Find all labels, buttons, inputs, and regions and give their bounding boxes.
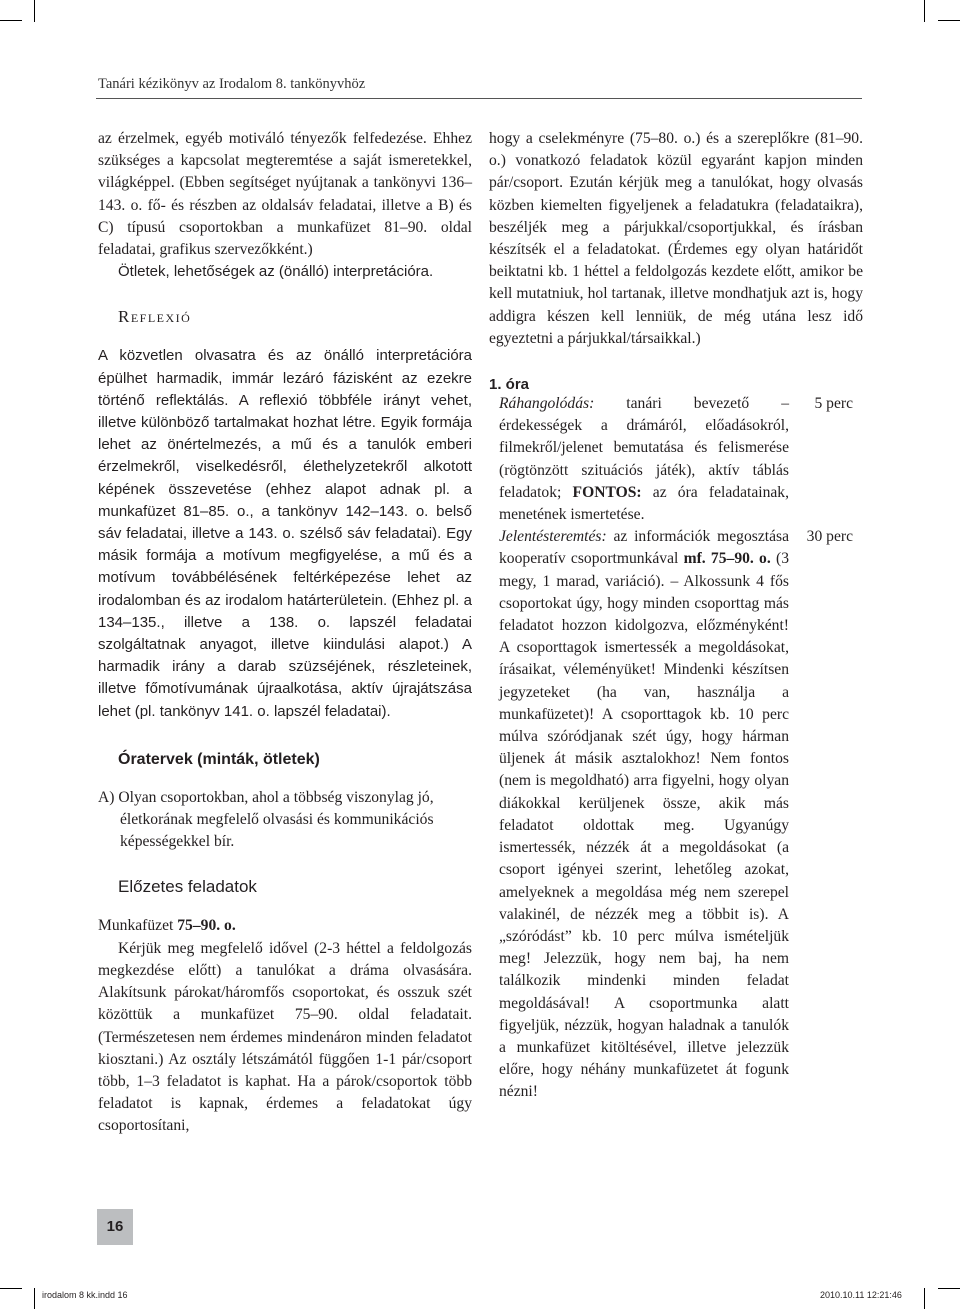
- left-paragraph-4: Kérjük meg megfelelő idővel (2-3 héttel a feldolgozás megkezdése előtt) a tanulókat a dráma olvasására. Alakítsunk párokat/háromfős csoportokat, és osszuk szét közöttük a munkafüzet 75–90. oldal feladatait. (Természetesen nem érdemes mindenáron minden feladatot kiosztani.) Az osztály létszámától függően 1-1 pár/csoport több, 1–3 feladatot is kaphat. Ha a párok/csoportok több feladatot is kapnak, érdemes a feladatokat úgy csoportosítani,: [98, 939, 472, 1135]
- reflexio-paragraph: A közvetlen olvasatra és az önálló interpretációra épülhet harmadik, immár lezáró fázisként az ezekre történő reflektálás. A reflexió többféle irányt vehet, illetve különböző tartalmakat hozhat létre. Egyik formája lehet az önértelmezés, a mű és a tanulók emberi érzelmekről, viselkedésről, élethelyzetekről alkotott képének összevetése (ehhez alapot adnak pl. a munkafüzet 81–85. o., a tankönyv 142–143. o. belső sáv feladatai, illetve a 143. o. szélső sáv feladatai). Egy másik formája a motívum megfigyelése, a mű és a motívum továbbélésének feltérképezése lehet az irodalomban és az irodalom határterületein. (Ehhez pl. a 134–135., illetve a 138. o. lapszél feladatai szolgáltatnak anyagot, illetve kiindulási alapot.) A harmadik irány a darab szüzséjének, részleteinek, illetve főmotívumának újraalkotása, aktív újrajátszása lehet (pl. tankönyv 141. o. lapszél feladatai).: [98, 347, 472, 720]
- crop-mark: [0, 1288, 22, 1289]
- footer-file: irodalom 8 kk.indd 16: [42, 1290, 128, 1300]
- right-paragraph-1: hogy a cselekményre (75–80. o.) és a szereplőkre (81–90. o.) vonatkozó feladatok közül egyaránt kapjon minden pár/csoport. Ezután kérjük meg a tanulókat, hogy olvasás közben kiemelten figyeljenek a feladatukra (feladataikra), beszéljék meg a párjukkal/csoportjukkal, és írásban készítsék el a feladatokat. (Érdemes egy olyan határidőt beiktatni kb. 1 héttel a feldolgozás kezdete előtt, amikor be kell mutatniuk, hol tartanak, illetve mondhatjuk azt is, hogy addigra készen kell lenniük, de még utána lesz idő egyeztetni a párjukkal/társaikkal.): [489, 130, 863, 347]
- crop-mark: [924, 1288, 925, 1309]
- lesson-title: 1. óra: [489, 376, 530, 394]
- munkafuzet-prefix: Munkafüzet: [98, 917, 178, 935]
- running-header: Tanári kézikönyv az Irodalom 8. tankönyvhöz: [98, 76, 366, 92]
- right-column: [489, 128, 863, 1104]
- time-5: 5 perc: [814, 395, 853, 413]
- crop-mark: [924, 0, 925, 22]
- reflexio-heading: Reflexió: [118, 307, 192, 327]
- step-rahangolodas: Ráhangolódás: tanári bevezető – érdekességek a drámáról, előadásokról, filmekről/jelenet bemutatása és felismerése (rögtönzött szituációs játék), aktív táblás feladatok; FONTOS: az óra feladatainak, menetének ismertetése. 5 perc: [499, 395, 853, 524]
- ideas-line: Ötletek, lehetőségek az (önálló) interpretációra.: [118, 263, 434, 281]
- rahangolodas-label: Ráhangolódás:: [499, 395, 595, 413]
- footer-date: 2010.10.11 12:21:46: [820, 1290, 902, 1300]
- jelentesteremtes-label: Jelentésteremtés:: [499, 528, 607, 546]
- crop-mark: [938, 1288, 960, 1289]
- time-30: 30 perc: [806, 528, 853, 546]
- munkafuzet-pages: 75–90. o.: [177, 917, 236, 935]
- left-column: [98, 128, 472, 1138]
- page-number: 16: [97, 1209, 133, 1245]
- crop-mark: [938, 20, 960, 21]
- step-jelentesteremtes: Jelentésteremtés: az információk megosztása kooperatív csoportmunkával mf. 75–90. o. (3 megy, 1 marad, variáció). – Alkossunk 4 fős csoportokat úgy, hogy minden csoporttag más feladatot hozzon kidolgozva, előzményként! A csoporttagok ismertessék a megoldásokat, írásaikat, véleményüket! Mindenki készítsen jegyzeteket (ha van, használja a munkafüzetet)! A csoporttagok kb. 10 perc múlva szóródjanak szét úgy, hogy hárman üljenek át másik asztalokhoz! Nem fontos (nem is megoldható) arra figyelni, hogy olyan diákokkal kerüljenek össze, akik más feladatot oldottak meg. Ugyanúgy ismertessék, nézzék át a megoldásokat (a csoport igényei szerint, lehetőleg azokat, amelyeknek a megoldása még nem szerepel valakinél, de nézzék meg a többit is). A „szóródást” kb. 10 perc múlva ismételjük meg! Jelezzük, hogy nem baj, ha nem találkozik mindenki minden feladat megoldásával! A csoportmunka alatt figyeljük, nézzük, hogyan haladnak a tanulók a munkafüzet kitöltésével, illetve jelezzük előre, hogy néhány munkafüzetet át fogunk nézni! 30 perc: [499, 528, 853, 1101]
- crop-mark: [34, 1288, 35, 1309]
- left-paragraph-1: az érzelmek, egyéb motiváló tényezők felfedezése. Ehhez szükséges a kapcsolat megteremtése a saját ismeretekkel, világképpel. (Ebben segítséget nyújtanak a tankönyvi 136–143. o. fő- és részben az oldalsáv feladatai, illetve a B) és C) típusú csoportokban a munkafüzet 81–90. oldal feladatai, grafikus szervezőkként.): [98, 130, 472, 259]
- crop-mark: [34, 0, 35, 22]
- munkafuzet-line: [98, 915, 472, 937]
- elozetes-heading: Előzetes feladatok: [118, 877, 257, 897]
- header-rule: [96, 98, 862, 99]
- item-a: A) Olyan csoportokban, ahol a többség viszonylag jó, életkorának megfelelő olvasási és kommunikációs képességekkel bír.: [98, 788, 434, 851]
- oratervek-heading: Óratervek (minták, ötletek): [118, 750, 320, 768]
- crop-mark: [0, 20, 22, 21]
